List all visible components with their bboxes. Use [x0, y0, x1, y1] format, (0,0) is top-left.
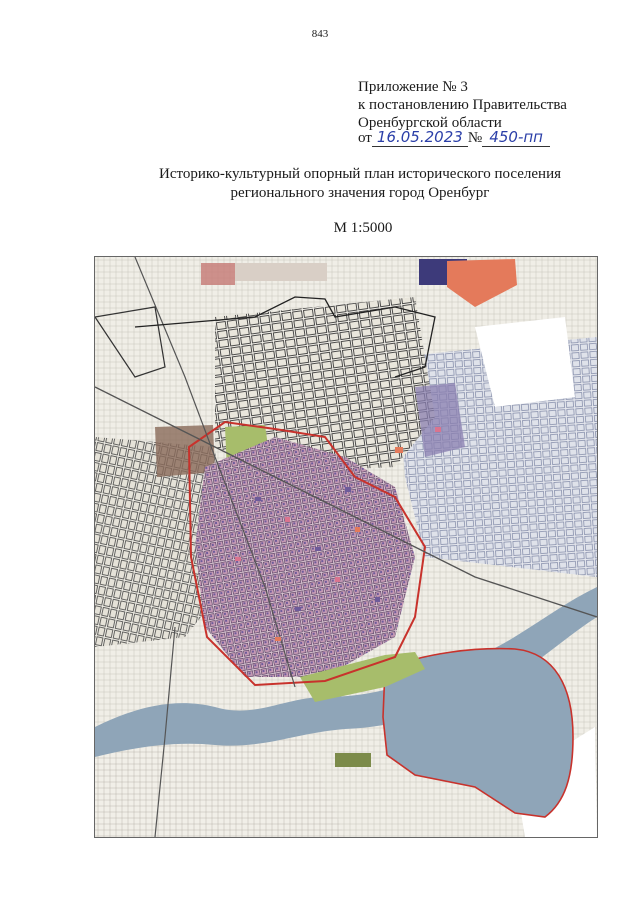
decree-date-number: [358, 128, 550, 147]
handwritten-number: 450-пп: [482, 128, 550, 147]
light-zone-north: [235, 263, 327, 281]
title-line-2: регионального значения город Оренбург: [230, 185, 490, 201]
page-number: 843: [311, 28, 329, 40]
appendix-header: [358, 78, 567, 132]
title-line-1: Историко-культурный опорный план исторического поселения: [158, 166, 562, 182]
historic-plan-map: [94, 256, 598, 838]
appendix-line-2: к постановлению Правительства: [358, 97, 567, 113]
handwritten-date: 16.05.2023: [372, 128, 468, 147]
document-title: [0, 165, 640, 203]
park-south: [335, 753, 371, 767]
appendix-line-1: Приложение № 3: [358, 79, 468, 95]
appendix-line-3: Оренбургской области: [358, 115, 502, 131]
pink-zone-north: [201, 263, 235, 285]
number-label: №: [467, 130, 483, 146]
map-scale: М 1:5000: [333, 220, 393, 236]
from-label: от: [358, 130, 372, 146]
map-canvas: [95, 257, 597, 837]
